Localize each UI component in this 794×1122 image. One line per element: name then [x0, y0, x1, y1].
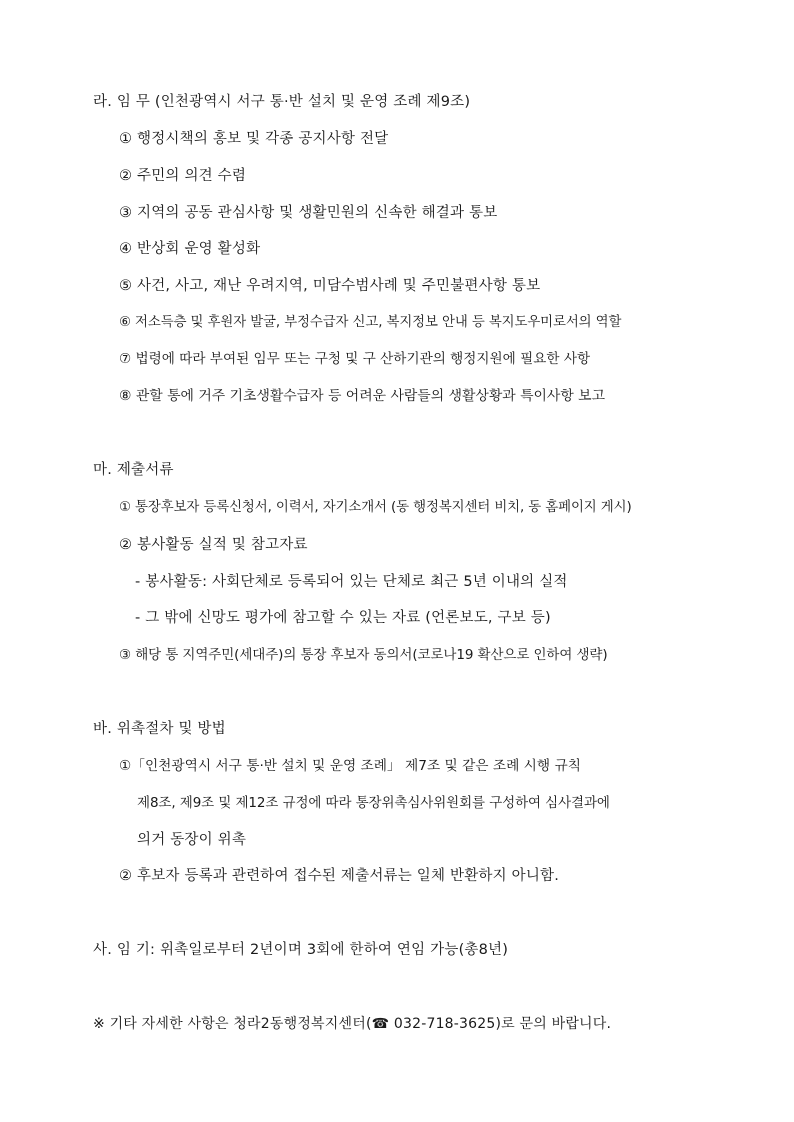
section-sa-heading: 사. 임 기: 위촉일로부터 2년이며 3회에 한하여 연임 가능(총8년)	[93, 942, 509, 958]
documents-item-2: ② 봉사활동 실적 및 참고자료	[119, 537, 308, 553]
contact-note: ※ 기타 자세한 사항은 청라2동행정복지센터(☎ 032-718-3625)로 문의 바랍니다.	[93, 1016, 612, 1032]
section-ba-heading: 바. 위촉절차 및 방법	[93, 721, 226, 737]
procedure-item-1-line-2: 제8조, 제9조 및 제12조 규정에 따라 통장위촉심사위원회를 구성하여 심사결과에	[137, 795, 610, 811]
duty-item-5: ⑤ 사건, 사고, 재난 우려지역, 미담수범사례 및 주민불편사항 통보	[119, 278, 541, 294]
documents-item-1: ① 통장후보자 등록신청서, 이력서, 자기소개서 (동 행정복지센터 비치, 동 홈페이지 게시)	[119, 500, 632, 515]
duty-item-4: ④ 반상회 운영 활성화	[119, 241, 261, 257]
duty-item-3: ③ 지역의 공동 관심사항 및 생활민원의 신속한 해결과 통보	[119, 205, 498, 221]
duty-item-8: ⑧ 관할 통에 거주 기초생활수급자 등 어려운 사람들의 생활상황과 특이사항 보고	[119, 388, 605, 404]
section-ra-heading: 라. 임 무 (인천광역시 서구 통·반 설치 및 운영 조례 제9조)	[93, 94, 471, 110]
duty-item-7: ⑦ 법령에 따라 부여된 임무 또는 구청 및 구 산하기관의 행정지원에 필요한 사항	[119, 351, 591, 367]
documents-sub-item-1: - 봉사활동: 사회단체로 등록되어 있는 단체로 최근 5년 이내의 실적	[135, 574, 568, 590]
duty-item-1: ① 행정시책의 홍보 및 각종 공지사항 전달	[119, 131, 389, 147]
section-ma-heading: 마. 제출서류	[93, 462, 174, 478]
documents-sub-item-2: - 그 밖에 신망도 평가에 참고할 수 있는 자료 (언론보도, 구보 등)	[135, 610, 551, 626]
duty-item-6: ⑥ 저소득층 및 후원자 발굴, 부정수급자 신고, 복지정보 안내 등 복지도우미로서의 역할	[119, 315, 622, 330]
procedure-item-1-line-3: 의거 동장이 위촉	[137, 832, 247, 848]
documents-item-3: ③ 해당 통 지역주민(세대주)의 통장 후보자 동의서(코로나19 확산으로 인하여 생략)	[119, 647, 608, 663]
duty-item-2: ② 주민의 의견 수렴	[119, 168, 247, 184]
procedure-item-2: ② 후보자 등록과 관련하여 접수된 제출서류는 일체 반환하지 아니함.	[119, 868, 560, 884]
procedure-item-1-line-1: ①「인천광역시 서구 통·반 설치 및 운영 조례」 제7조 및 같은 조례 시행 규칙	[119, 758, 581, 774]
